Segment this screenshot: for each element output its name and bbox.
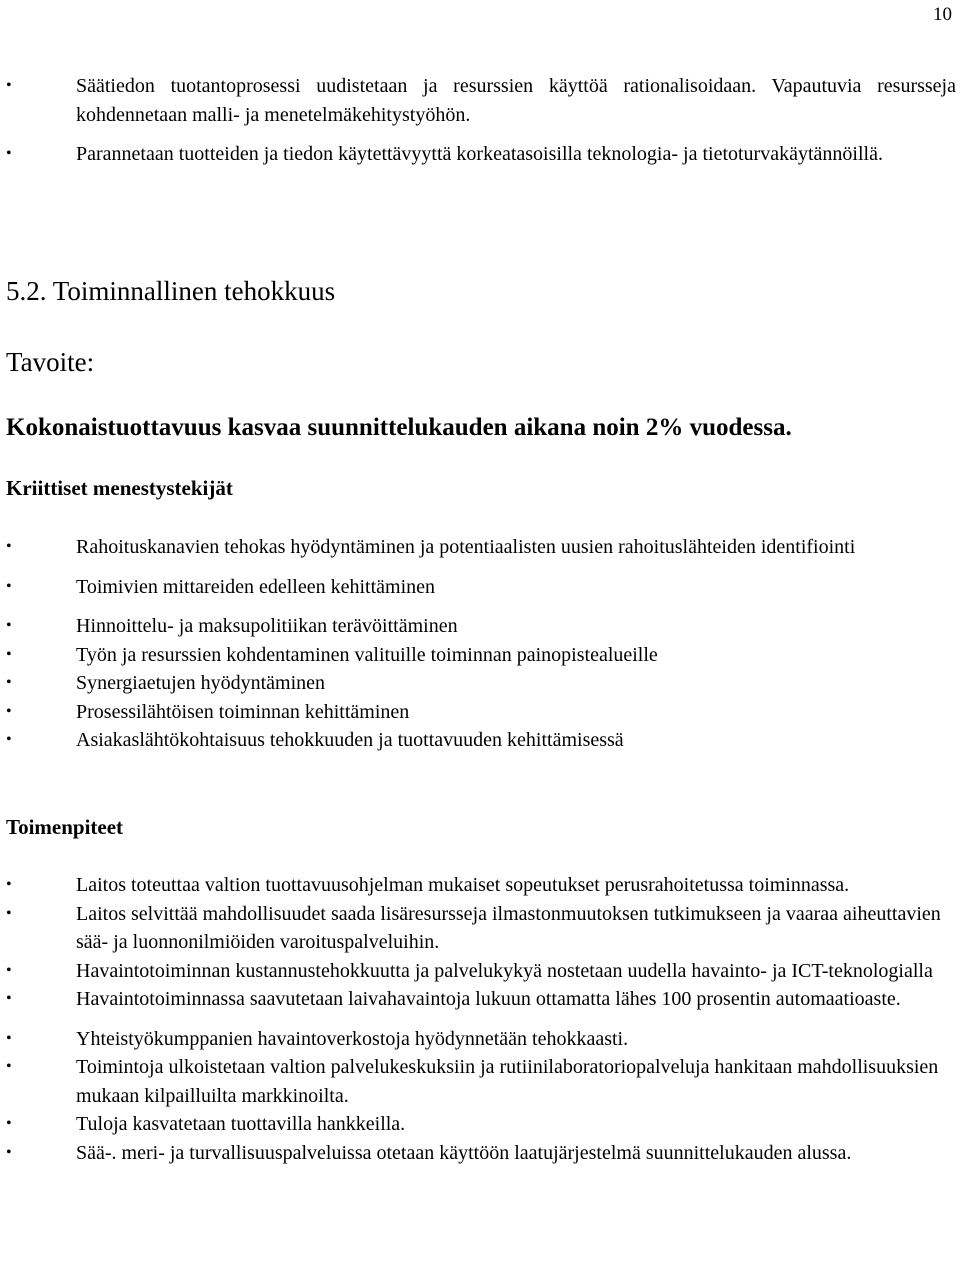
list-item-text: Prosessilähtöisen toiminnan kehittäminen bbox=[76, 700, 410, 723]
list-item-text: Havaintotoiminnassa saavutetaan laivahavaintoja lukuun ottamatta lähes 100 prosentin automaatioaste. bbox=[76, 988, 901, 1010]
bullet-icon: • bbox=[6, 145, 12, 162]
bullet-icon: • bbox=[6, 577, 12, 595]
list-item bbox=[0, 641, 960, 670]
critical-factors-list bbox=[0, 533, 960, 755]
list-item-text: Synergiaetujen hyödyntäminen bbox=[76, 672, 326, 694]
list-item bbox=[0, 140, 960, 169]
list-item bbox=[0, 871, 960, 900]
list-item-text: Parannetaan tuotteiden ja tiedon käytettävyyttä korkeatasoisilla teknologia- ja tietoturvakäytännöillä. bbox=[76, 143, 883, 165]
list-item-text: Toimivien mittareiden edelleen kehittäminen bbox=[76, 575, 436, 598]
measures-heading: Toimenpiteet bbox=[6, 815, 124, 839]
bullet-icon: • bbox=[6, 1058, 12, 1075]
list-item-text: Laitos selvittää mahdollisuudet saada lisäresursseja ilmastonmuutoksen tutkimukseen ja vaaraa aiheuttavien sää- ja luonnonilmiöiden varoituspalveluihin. bbox=[76, 902, 941, 953]
bullet-icon: • bbox=[6, 876, 12, 893]
list-item-text: Asiakaslähtökohtaisuus tehokkuuden ja tuottavuuden kehittämisessä bbox=[76, 729, 624, 751]
list-item bbox=[0, 72, 960, 129]
goal-label: Tavoite: bbox=[6, 347, 95, 377]
list-item-text: Sää-. meri- ja turvallisuuspalveluissa otetaan käyttöön laatujärjestelmä suunnittelukauden alussa. bbox=[76, 1141, 852, 1164]
bullet-icon: • bbox=[6, 1115, 12, 1132]
intro-bullet-list bbox=[0, 72, 960, 169]
bullet-icon: • bbox=[6, 538, 12, 555]
list-item bbox=[0, 1053, 960, 1110]
bullet-icon: • bbox=[6, 77, 12, 94]
list-item-text: Toimintoja ulkoistetaan valtion palvelukeskuksiin ja rutiinilaboratoriopalveluja hankitaan mahdollisuuksien mukaan kilpailluilta markkinoilta. bbox=[76, 1056, 939, 1107]
bullet-icon: • bbox=[6, 990, 12, 1007]
bullet-icon: • bbox=[6, 702, 12, 720]
list-item bbox=[0, 573, 960, 602]
list-item-text: Hinnoittelu- ja maksupolitiikan terävöittäminen bbox=[76, 615, 458, 637]
bullet-icon: • bbox=[6, 1143, 12, 1161]
list-item bbox=[0, 1139, 960, 1168]
bullet-icon: • bbox=[6, 1029, 12, 1047]
bullet-icon: • bbox=[6, 961, 12, 979]
list-item-text: Rahoituskanavien tehokas hyödyntäminen ja potentiaalisten uusien rahoituslähteiden identifiointi bbox=[76, 536, 856, 558]
bullet-icon: • bbox=[6, 904, 12, 922]
list-item bbox=[0, 957, 960, 986]
list-item bbox=[0, 985, 960, 1014]
section-title: 5.2. Toiminnallinen tehokkuus bbox=[6, 276, 336, 306]
list-item bbox=[0, 533, 960, 562]
list-item-text: Laitos toteuttaa valtion tuottavuusohjelman mukaiset sopeutukset perusrahoitetussa toiminnassa. bbox=[76, 874, 850, 896]
list-item bbox=[0, 669, 960, 698]
list-item-text: Tuloja kasvatetaan tuottavilla hankkeilla. bbox=[76, 1113, 406, 1135]
list-item-text: Säätiedon tuotantoprosessi uudistetaan ja resurssien käyttöä rationalisoidaan. Vapautuvia resursseja kohdennetaan malli- ja menetelmäkehitystyöhön. bbox=[76, 75, 956, 126]
measures-list bbox=[0, 871, 960, 1167]
goal-text: Kokonaistuottavuus kasvaa suunnittelukauden aikana noin 2% vuodessa. bbox=[6, 414, 792, 441]
list-item bbox=[0, 612, 960, 641]
list-item bbox=[0, 698, 960, 727]
bullet-icon: • bbox=[6, 731, 12, 748]
bullet-icon: • bbox=[6, 617, 12, 634]
list-item bbox=[0, 1025, 960, 1054]
list-item-text: Havaintotoiminnan kustannustehokkuutta ja palvelukykyä nostetaan uudella havainto- ja ICT-teknologialla bbox=[76, 959, 933, 982]
list-item-text: Työn ja resurssien kohdentaminen valituille toiminnan painopistealueille bbox=[76, 643, 658, 666]
page-number: 10 bbox=[933, 4, 952, 25]
bullet-icon: • bbox=[6, 645, 12, 663]
list-item bbox=[0, 900, 960, 957]
list-item bbox=[0, 726, 960, 755]
list-item bbox=[0, 1110, 960, 1139]
critical-factors-heading: Kriittiset menestystekijät bbox=[6, 476, 233, 500]
bullet-icon: • bbox=[6, 674, 12, 691]
list-item-text: Yhteistyökumppanien havaintoverkostoja hyödynnetään tehokkaasti. bbox=[76, 1027, 629, 1050]
